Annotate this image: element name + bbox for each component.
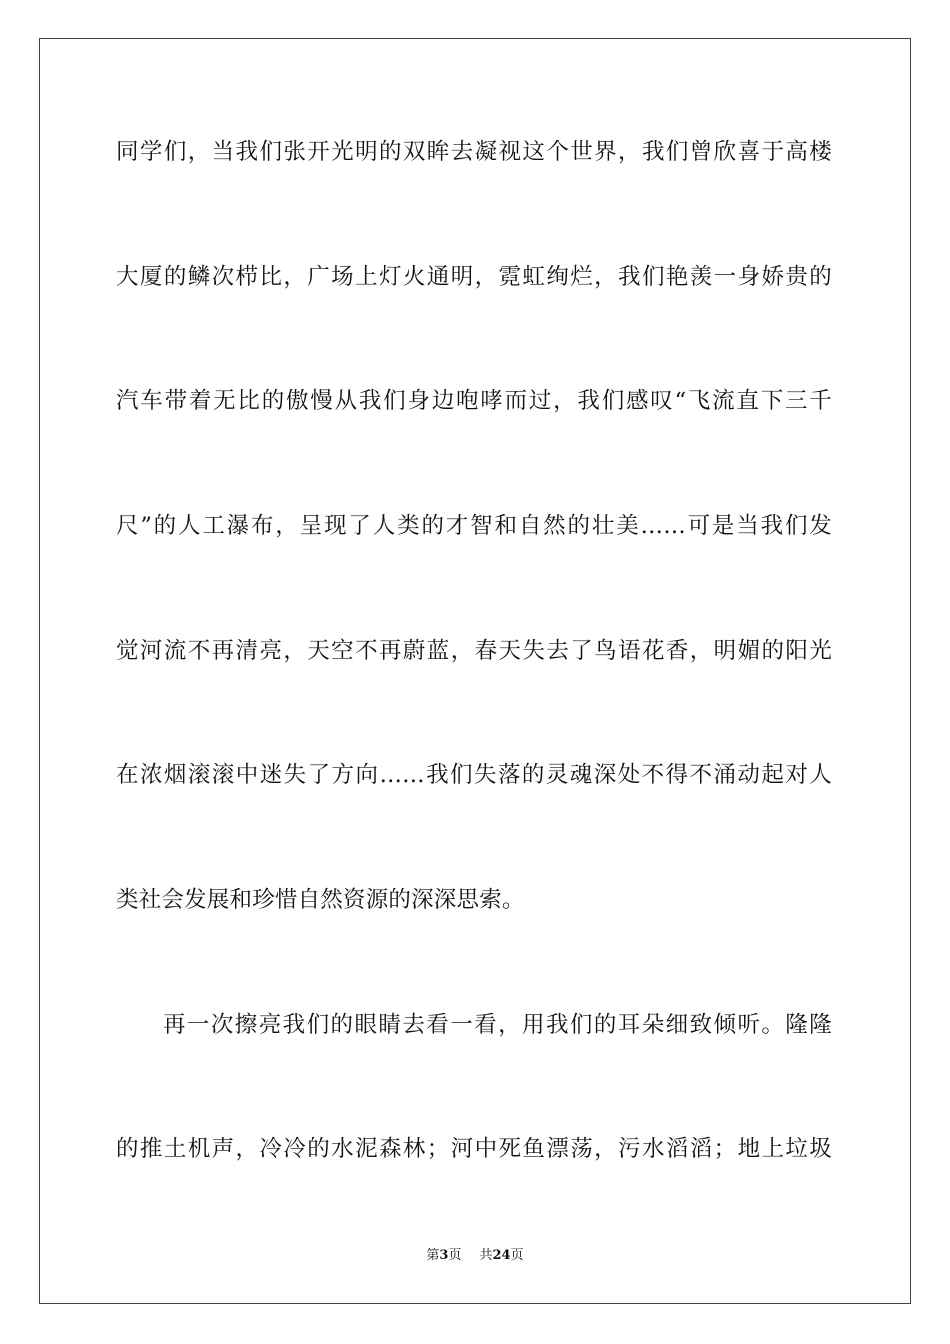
footer-page-prefix: 第 (426, 1248, 440, 1263)
footer-total-prefix: 共 (479, 1248, 493, 1263)
text-line-5: 觉河流不再清亮，天空不再蔚蓝，春天失去了鸟语花香，明媚的阳光 (116, 638, 832, 664)
footer-total-unit: 页 (510, 1248, 524, 1263)
page-footer (0, 1248, 950, 1264)
footer-page-unit: 页 (448, 1248, 462, 1263)
text-line-8: 再一次擦亮我们的眼睛去看一看，用我们的耳朵细致倾听。隆隆 (163, 1012, 832, 1038)
text-line-4: 尺”的人工瀑布，呈现了人类的才智和自然的壮美……可是当我们发 (116, 513, 832, 539)
text-line-7: 类社会发展和珍惜自然资源的深深思索。 (116, 887, 525, 913)
text-line-6: 在浓烟滚滚中迷失了方向……我们失落的灵魂深处不得不涌动起对人 (116, 762, 832, 788)
footer-page-total: 24 (492, 1248, 511, 1263)
text-line-2: 大厦的鳞次栉比，广场上灯火通明，霓虹绚烂，我们艳羡一身娇贵的 (116, 264, 832, 290)
text-line-1: 同学们，当我们张开光明的双眸去凝视这个世界，我们曾欣喜于高楼 (116, 139, 832, 165)
footer-page-current: 3 (439, 1248, 449, 1263)
text-line-3: 汽车带着无比的傲慢从我们身边咆哮而过，我们感叹“飞流直下三千 (116, 388, 832, 414)
page-border (39, 38, 911, 1304)
text-line-9: 的推土机声，冷冷的水泥森林；河中死鱼漂荡，污水滔滔；地上垃圾 (116, 1136, 832, 1162)
